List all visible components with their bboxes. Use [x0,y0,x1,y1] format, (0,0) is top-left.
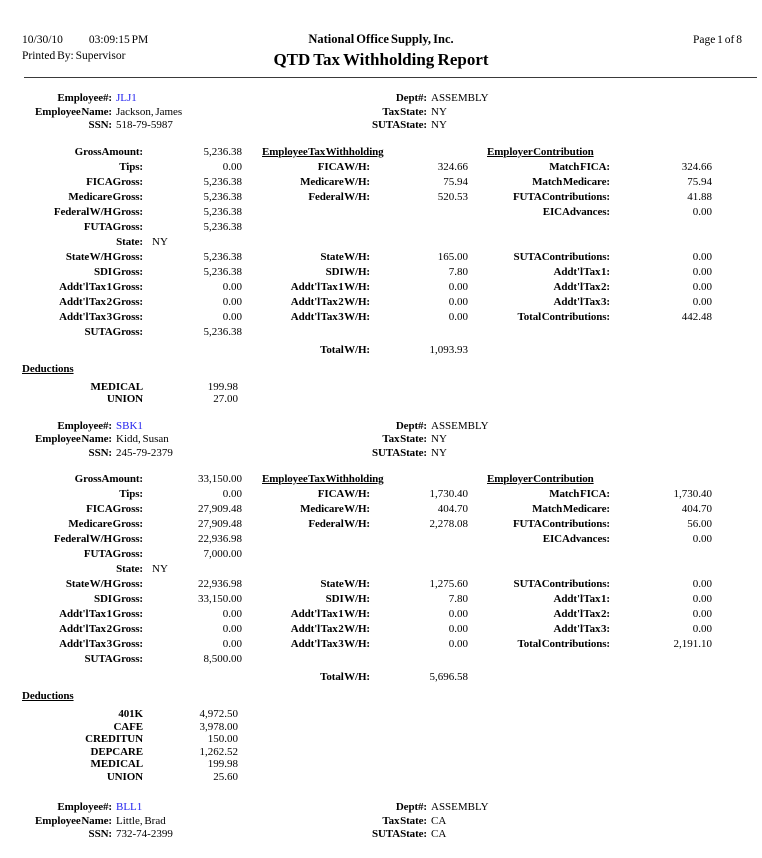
medicare-gross-value: 27,909.48 [198,518,242,530]
employee-name-label: Employee Name: [35,814,112,827]
gross-amount-row [0,145,762,160]
addtl-tax-2-wh-label: Addt'l Tax 2 W/H: [290,623,370,635]
deduction-row [0,758,762,771]
state-label: State: [116,235,143,248]
addtl-tax-1-gross-label: Addt'l Tax 1 Gross: [59,280,143,293]
addtl-tax-2-value: 0.00 [692,608,712,620]
state-row [0,235,762,250]
fica-gross-row [0,502,762,517]
spacer [143,670,242,685]
addtl-tax-3-label: Addt'l Tax 3: [553,623,610,635]
futa-gross-row [0,547,762,562]
deduction-row [0,393,762,406]
ssn-label: SSN: [88,828,112,840]
sdi-wh-label: SDI W/H: [325,265,370,278]
addtl-tax-3-value: 0.00 [692,623,712,635]
state-label: State: [116,563,143,575]
total-wh-value: 5,696.58 [429,671,468,683]
employee-id-link[interactable]: JLJ1 [116,92,137,104]
futa-gross-label: FUTA Gross: [83,220,143,233]
medicare-gross-label: Medicare Gross: [68,518,143,530]
deduction-name: UNION [106,393,143,405]
addtl-tax-1-value: 0.00 [692,265,712,278]
employee-sections [0,92,762,842]
state-wh-label: State W/H: [320,250,370,263]
deduction-name: DEP CARE [90,745,143,758]
employee-tax-withholding-header: Employee Tax Withholding [262,145,384,158]
page-indicator: Page 1 of 8 [692,34,742,46]
addtl-tax-2-gross-row [0,295,762,310]
addtl-tax-3-wh-label: Addt'l Tax 3 W/H: [290,310,370,323]
eic-advances-label: EIC Advances: [542,533,610,545]
deductions-section [0,362,762,406]
employee-name-value: Kidd, Susan [116,433,169,445]
match-medicare-value: 75.94 [687,175,712,188]
fica-wh-value: 1,730.40 [429,488,468,500]
spacer [143,343,242,358]
federal-wh-value: 2,278.08 [429,518,468,530]
deduction-row [0,746,762,759]
state-wh-gross-row [0,250,762,265]
addtl-tax-1-wh-label: Addt'l Tax 1 W/H: [290,608,370,620]
match-fica-label: Match FICA: [549,488,610,500]
addtl-tax-1-gross-row [0,607,762,622]
addtl-tax-3-gross-value: 0.00 [222,638,242,650]
employee-financials [0,472,762,685]
addtl-tax-2-value: 0.00 [692,280,712,293]
tips-row [0,160,762,175]
addtl-tax-3-gross-value: 0.00 [222,310,242,323]
dept-value: ASSEMBLY [431,419,489,432]
header-divider [24,77,757,78]
employee-financials [0,145,762,358]
addtl-tax-2-gross-value: 0.00 [222,623,242,635]
deductions-section [0,689,762,783]
suta-gross-row [0,652,762,667]
eic-advances-value: 0.00 [692,205,712,218]
employee-section [0,92,762,406]
futa-contributions-label: FUTA Contributions: [512,190,610,203]
fica-wh-value: 324.66 [437,160,468,173]
dept-label: Dept#: [395,419,427,432]
suta-contributions-label: SUTA Contributions: [513,578,610,590]
federal-wh-gross-row [0,532,762,547]
dept-label: Dept#: [395,92,427,104]
medicare-wh-value: 404.70 [437,503,468,515]
addtl-tax-2-wh-label: Addt'l Tax 2 W/H: [290,295,370,308]
employee-id-row [0,420,762,434]
tax-state-value: NY [431,433,447,445]
employee-name-row [0,106,762,120]
sdi-gross-value: 5,236.38 [203,265,242,278]
employee-name-value: Little, Brad [116,814,166,827]
deduction-amount: 199.98 [207,380,238,393]
printed-by [0,50,240,62]
dept-value: ASSEMBLY [431,92,489,104]
addtl-tax-1-gross-label: Addt'l Tax 1 Gross: [59,608,143,620]
addtl-tax-1-wh-value: 0.00 [448,280,468,293]
employee-id-link[interactable]: BLL1 [116,801,143,813]
addtl-tax-3-gross-label: Addt'l Tax 3 Gross: [59,310,143,323]
gross-amount-value: 5,236.38 [203,145,242,158]
match-fica-value: 324.66 [681,160,712,173]
employee-id-link[interactable]: SBK1 [116,419,143,432]
addtl-tax-1-label: Addt'l Tax 1: [553,593,610,605]
fica-gross-row [0,175,762,190]
employee-name-label: Employee Name: [35,105,112,118]
addtl-tax-3-wh-label: Addt'l Tax 3 W/H: [290,638,370,650]
federal-wh-gross-value: 22,936.98 [198,533,242,545]
total-contributions-value: 2,191.10 [673,638,712,650]
addtl-tax-3-wh-value: 0.00 [448,310,468,323]
deduction-amount: 199.98 [207,758,238,770]
addtl-tax-3-gross-row [0,310,762,325]
deduction-row [0,771,762,784]
employee-id-row [0,92,762,106]
employee-name-value: Jackson, James [116,105,183,118]
state-wh-value: 1,275.60 [429,578,468,590]
deduction-row [0,381,762,394]
suta-state-label: SUTA State: [371,119,427,131]
employee-ssn-row [0,447,762,461]
addtl-tax-1-label: Addt'l Tax 1: [553,265,610,278]
employee-ssn-row [0,828,762,842]
addtl-tax-2-wh-value: 0.00 [448,623,468,635]
tax-state-label: Tax State: [382,105,427,118]
tax-state-label: Tax State: [382,433,427,445]
match-medicare-value: 404.70 [681,503,712,515]
medicare-gross-label: Medicare Gross: [68,190,143,203]
addtl-tax-1-value: 0.00 [692,593,712,605]
employee-name-label: Employee Name: [35,433,112,445]
deduction-name: UNION [106,770,143,783]
tips-label: Tips: [119,488,143,500]
addtl-tax-3-wh-value: 0.00 [448,638,468,650]
federal-wh-gross-label: Federal W/H Gross: [53,205,143,218]
deduction-amount: 150.00 [207,733,238,745]
employer-contribution-header: Employer Contribution [487,145,594,158]
medicare-gross-row [0,190,762,205]
medicare-wh-value: 75.94 [443,175,468,188]
addtl-tax-1-wh-label: Addt'l Tax 1 W/H: [290,280,370,293]
employee-number-label: Employee#: [57,419,112,432]
addtl-tax-1-gross-value: 0.00 [222,280,242,293]
addtl-tax-3-gross-label: Addt'l Tax 3 Gross: [59,638,143,650]
employee-name-row [0,815,762,829]
suta-contributions-value: 0.00 [692,250,712,263]
sdi-wh-label: SDI W/H: [325,593,370,605]
addtl-tax-2-gross-value: 0.00 [222,295,242,308]
state-wh-gross-label: State W/H Gross: [65,578,143,590]
spacer [242,205,370,220]
tips-label: Tips: [119,160,143,173]
fica-gross-value: 27,909.48 [198,503,242,515]
match-medicare-label: Match Medicare: [532,503,610,515]
total-wh-row [0,343,762,358]
state-wh-value: 165.00 [437,250,468,263]
deduction-row [0,708,762,721]
sdi-gross-label: SDI Gross: [93,265,143,278]
federal-wh-gross-label: Federal W/H Gross: [53,533,143,545]
total-wh-label: Total W/H: [320,671,370,683]
company-name: National Office Supply, Inc. [308,32,454,46]
federal-wh-gross-value: 5,236.38 [203,205,242,218]
employee-section [0,801,762,842]
state-wh-label: State W/H: [320,578,370,590]
addtl-tax-1-gross-row [0,280,762,295]
printed-by-label: Printed By: [22,50,74,62]
tax-state-value: NY [431,105,447,118]
dept-label: Dept#: [395,801,427,813]
eic-advances-value: 0.00 [692,533,712,545]
suta-contributions-value: 0.00 [692,578,712,590]
spacer [370,532,468,547]
federal-wh-value: 520.53 [437,190,468,203]
gross-amount-label: Gross Amount: [74,473,143,485]
match-fica-label: Match FICA: [549,160,610,173]
total-contributions-label: Total Contributions: [517,310,610,323]
state-value: NY [152,563,168,575]
employee-name-row [0,433,762,447]
total-wh-label: Total W/H: [320,343,370,356]
deductions-rows [0,708,762,783]
sdi-gross-row [0,265,762,280]
futa-gross-label: FUTA Gross: [83,548,143,560]
state-wh-gross-row [0,577,762,592]
deduction-name: MEDICAL [90,758,143,770]
deduction-name: CREDITUN [85,733,143,745]
sdi-gross-row [0,592,762,607]
spacer [370,205,468,220]
sdi-wh-value: 7.80 [448,593,468,605]
employee-id-row [0,801,762,815]
tax-state-label: Tax State: [382,814,427,827]
state-wh-gross-value: 22,936.98 [198,578,242,590]
addtl-tax-1-gross-value: 0.00 [222,608,242,620]
addtl-tax-2-wh-value: 0.00 [448,295,468,308]
total-wh-value: 1,093.93 [429,343,468,356]
deduction-name: MEDICAL [90,380,143,393]
header-row-1 [0,32,762,47]
deduction-name: CAFE [113,720,143,733]
employee-ssn-row [0,119,762,133]
suta-gross-label: SUTA Gross: [84,653,143,665]
employer-contribution-header: Employer Contribution [487,473,594,485]
tips-value: 0.00 [222,160,242,173]
futa-contributions-value: 41.88 [687,190,712,203]
ssn-label: SSN: [88,446,112,459]
spacer [0,670,143,685]
ssn-value: 518-79-5987 [116,119,173,131]
dept-value: ASSEMBLY [431,801,489,813]
match-medicare-label: Match Medicare: [532,175,610,188]
sdi-gross-label: SDI Gross: [93,593,143,605]
match-fica-value: 1,730.40 [673,488,712,500]
deduction-amount: 27.00 [213,393,238,405]
header-left [0,34,240,46]
state-value: NY [152,235,168,248]
fica-wh-label: FICA W/H: [317,160,370,173]
addtl-tax-1-wh-value: 0.00 [448,608,468,620]
deduction-amount: 3,978.00 [199,720,238,733]
fica-gross-value: 5,236.38 [203,175,242,188]
federal-wh-label: Federal W/H: [308,518,370,530]
fica-wh-label: FICA W/H: [317,488,370,500]
tips-row [0,487,762,502]
suta-contributions-label: SUTA Contributions: [513,250,610,263]
deduction-amount: 4,972.50 [199,708,238,720]
futa-contributions-value: 56.00 [687,518,712,530]
federal-wh-gross-row [0,205,762,220]
medicare-wh-label: Medicare W/H: [300,175,370,188]
addtl-tax-2-gross-label: Addt'l Tax 2 Gross: [59,295,143,308]
gross-amount-label: Gross Amount: [74,145,143,158]
futa-gross-value: 7,000.00 [203,548,242,560]
medicare-gross-row [0,517,762,532]
medicare-gross-value: 5,236.38 [203,190,242,203]
deduction-amount: 25.60 [213,770,238,783]
state-wh-gross-label: State W/H Gross: [65,250,143,263]
employee-number-label: Employee#: [57,801,112,813]
futa-gross-value: 5,236.38 [203,220,242,233]
suta-gross-value: 5,236.38 [203,325,242,338]
employee-section [0,420,762,784]
fica-gross-label: FICA Gross: [86,175,143,188]
addtl-tax-2-gross-label: Addt'l Tax 2 Gross: [59,623,143,635]
addtl-tax-2-gross-row [0,622,762,637]
report-time: 03:09:15 PM [88,34,149,46]
employee-number-label: Employee#: [57,92,112,104]
gross-amount-row [0,472,762,487]
report-date: 10/30/10 [22,34,63,46]
addtl-tax-2-label: Addt'l Tax 2: [553,608,610,620]
tax-state-value: CA [431,814,447,827]
suta-state-value: CA [431,828,447,840]
ssn-value: 732-74-2399 [116,828,173,840]
report-title: QTD Tax Withholding Report [273,50,489,69]
federal-wh-label: Federal W/H: [308,190,370,203]
deductions-rows [0,381,762,406]
suta-state-value: NY [431,446,447,459]
medicare-wh-label: Medicare W/H: [300,503,370,515]
suta-gross-value: 8,500.00 [203,653,242,665]
addtl-tax-3-value: 0.00 [692,295,712,308]
suta-gross-row [0,325,762,340]
spacer [242,532,370,547]
header-row-2 [0,50,762,70]
state-row [0,562,762,577]
printed-by-value: Supervisor [75,50,126,62]
addtl-tax-3-gross-row [0,637,762,652]
ssn-label: SSN: [88,119,112,131]
ssn-value: 245-79-2379 [116,446,173,459]
suta-gross-label: SUTA Gross: [84,325,143,338]
total-contributions-label: Total Contributions: [517,638,610,650]
suta-state-label: SUTA State: [371,828,427,840]
deduction-amount: 1,262.52 [199,745,238,758]
sdi-wh-value: 7.80 [448,265,468,278]
addtl-tax-2-label: Addt'l Tax 2: [553,280,610,293]
suta-state-label: SUTA State: [371,446,427,459]
spacer [0,343,143,358]
gross-amount-value: 33,150.00 [198,473,242,485]
total-contributions-value: 442.48 [681,310,712,323]
deduction-name: 401K [118,708,143,720]
report-header [0,0,762,78]
total-wh-row [0,670,762,685]
futa-gross-row [0,220,762,235]
employee-tax-withholding-header: Employee Tax Withholding [262,473,384,485]
addtl-tax-3-label: Addt'l Tax 3: [553,295,610,308]
sdi-gross-value: 33,150.00 [198,593,242,605]
deduction-row [0,721,762,734]
suta-state-value: NY [431,119,447,131]
deductions-header: Deductions [22,362,74,375]
state-wh-gross-value: 5,236.38 [203,250,242,263]
tips-value: 0.00 [222,488,242,500]
deductions-header: Deductions [22,690,74,702]
fica-gross-label: FICA Gross: [86,503,143,515]
eic-advances-label: EIC Advances: [542,205,610,218]
futa-contributions-label: FUTA Contributions: [512,518,610,530]
deduction-row [0,733,762,746]
